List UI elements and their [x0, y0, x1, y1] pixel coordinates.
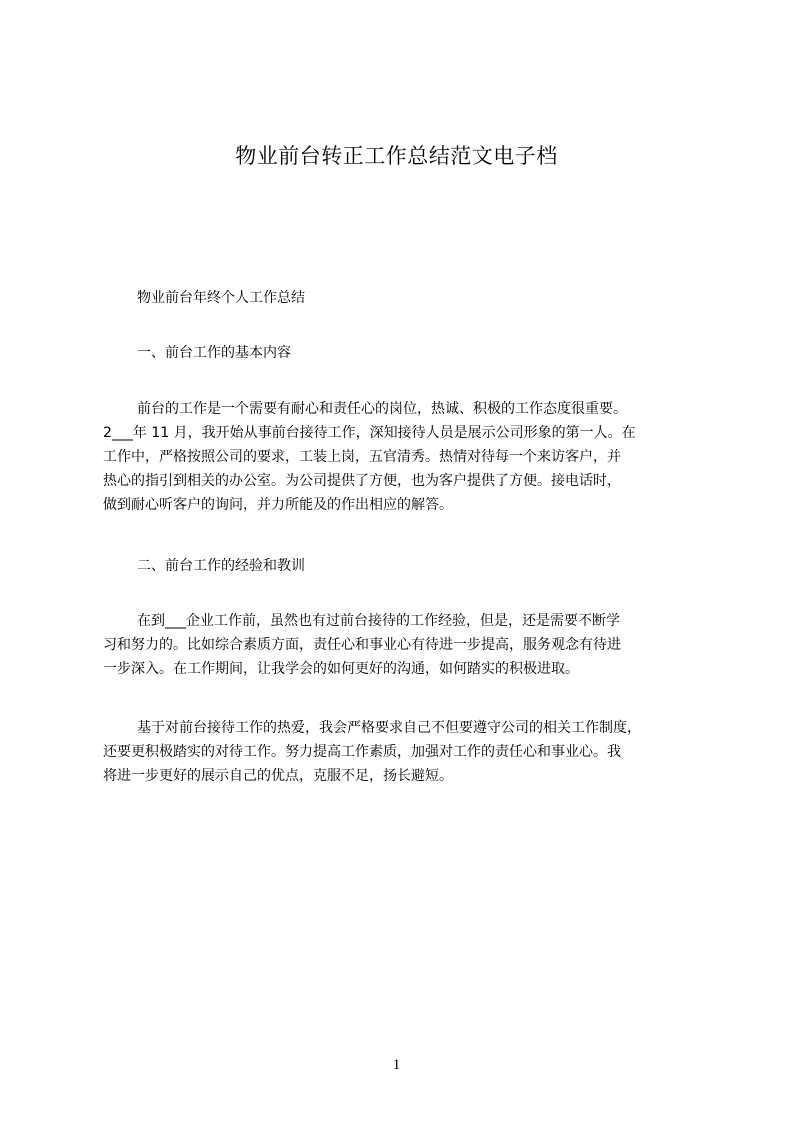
paragraph-3 — [103, 716, 701, 788]
paragraph-3-line: 基于对前台接待工作的热爱，我会严格要求自己不但要遵守公司的相关工作制度， — [137, 720, 641, 736]
paragraph-1-line: 热心的指引到相关的办公室。为公司提供了方便，也为客户提供了方便。接电话时， — [103, 473, 621, 489]
paragraph-1-line: 做到耐心听客户的询问，并力所能及的作出相应的解答。 — [103, 497, 453, 513]
section-heading-2 — [103, 554, 701, 578]
paragraph-2 — [103, 609, 701, 681]
paragraph-1-line: 2___年 11 月，我开始从事前台接待工作，深知接待人员是展示公司形象的第一人。在 — [103, 425, 636, 441]
document-subtitle — [103, 286, 701, 310]
paragraph-1 — [103, 397, 701, 517]
paragraph-1-line: 前台的工作是一个需要有耐心和责任心的岗位，热诚、积极的工作态度很重要。 — [137, 401, 627, 417]
page-number: 1 — [392, 1057, 401, 1073]
document-title: 物业前台转正工作总结范文电子档 — [235, 144, 558, 168]
paragraph-2-line: 习和努力的。比如综合素质方面，责任心和事业心有待进一步提高，服务观念有待进 — [103, 637, 621, 653]
paragraph-3-line: 将进一步更好的展示自己的优点，克服不足，扬长避短。 — [103, 768, 453, 784]
paragraph-2-line: 一步深入。在工作期间，让我学会的如何更好的沟通，如何踏实的积极进取。 — [103, 661, 579, 677]
paragraph-3-line: 还要更积极踏实的对待工作。努力提高工作素质，加强对工作的责任心和事业心。我 — [103, 744, 621, 760]
section-heading-1-text: 一、前台工作的基本内容 — [137, 345, 291, 361]
paragraph-1-line: 工作中，严格按照公司的要求，工装上岗，五官清秀。热情对待每一个来访客户，并 — [103, 449, 621, 465]
section-heading-1 — [103, 341, 701, 365]
section-heading-2-text: 二、前台工作的经验和教训 — [137, 558, 305, 574]
paragraph-2-line: 在到___企业工作前，虽然也有过前台接待的工作经验，但是，还是需要不断学 — [137, 613, 620, 629]
subtitle-line: 物业前台年终个人工作总结 — [137, 290, 305, 306]
